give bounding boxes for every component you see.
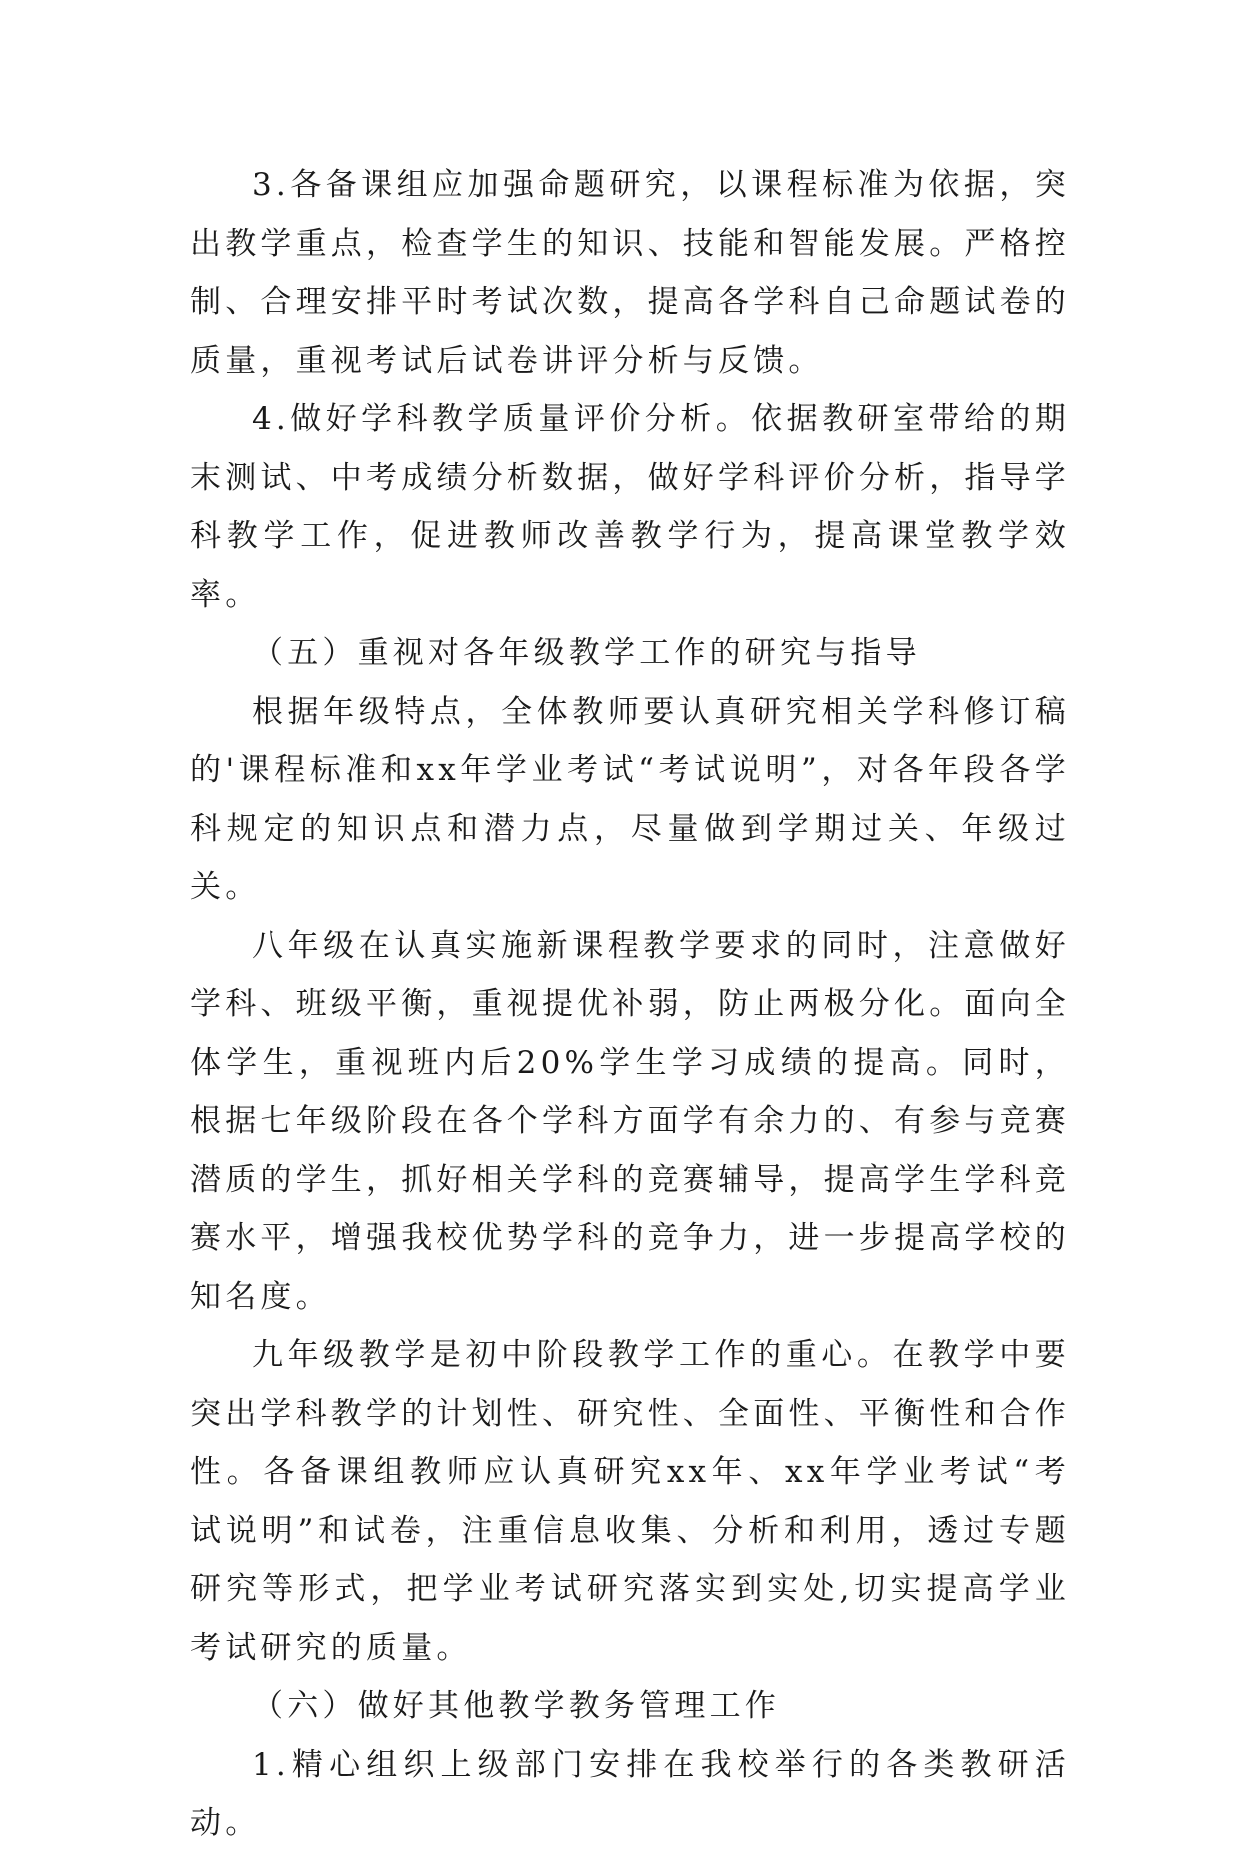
paragraph-item-1-teaching-research: 1.精心组织上级部门安排在我校举行的各类教研活动。 [190, 1746, 1070, 1841]
paragraph-item-4-quality-evaluation: 4.做好学科教学质量评价分析。依据教研室带给的期末测试、中考成绩分析数据，做好学科评价分析，指导学科教学工作，促进教师改善教学行为，提高课堂教学效率。 [190, 401, 1070, 613]
paragraph-grade-nine: 九年级教学是初中阶段教学工作的重心。在教学中要突出学科教学的计划性、研究性、全面性、平衡性和合作性。各备课组教师应认真研究xx年、xx年学业考试“考试说明”和试卷，注重信息收集、分析和利用，透过专题研究等形式，把学业考试研究落实到实处,切实提高学业考试研究的质量。 [190, 1337, 1070, 1666]
section-heading-5: （五）重视对各年级教学工作的研究与指导 [252, 635, 921, 671]
paragraph-grade-eight: 八年级在认真实施新课程教学要求的同时，注意做好学科、班级平衡，重视提优补弱，防止两极分化。面向全体学生，重视班内后20%学生学习成绩的提高。同时，根据七年级阶段在各个学科方面学有余力的、有参与竞赛潜质的学生，抓好相关学科的竞赛辅导，提高学生学科竞赛水平，增强我校优势学科的竞争力，进一步提高学校的知名度。 [190, 927, 1070, 1315]
paragraph-item-3-proposition-research: 3.各备课组应加强命题研究，以课程标准为依据，突出教学重点，检查学生的知识、技能和智能发展。严格控制、合理安排平时考试次数，提高各学科自己命题试卷的质量，重视考试后试卷讲评分析与反馈。 [190, 167, 1070, 379]
paragraph-grade-characteristics: 根据年级特点，全体教师要认真研究相关学科修订稿的'课程标准和xx年学业考试“考试说明”，对各年段各学科规定的知识点和潜力点，尽量做到学期过关、年级过关。 [190, 693, 1070, 905]
document-page [190, 156, 1070, 1853]
section-heading-6: （六）做好其他教学教务管理工作 [252, 1688, 780, 1724]
